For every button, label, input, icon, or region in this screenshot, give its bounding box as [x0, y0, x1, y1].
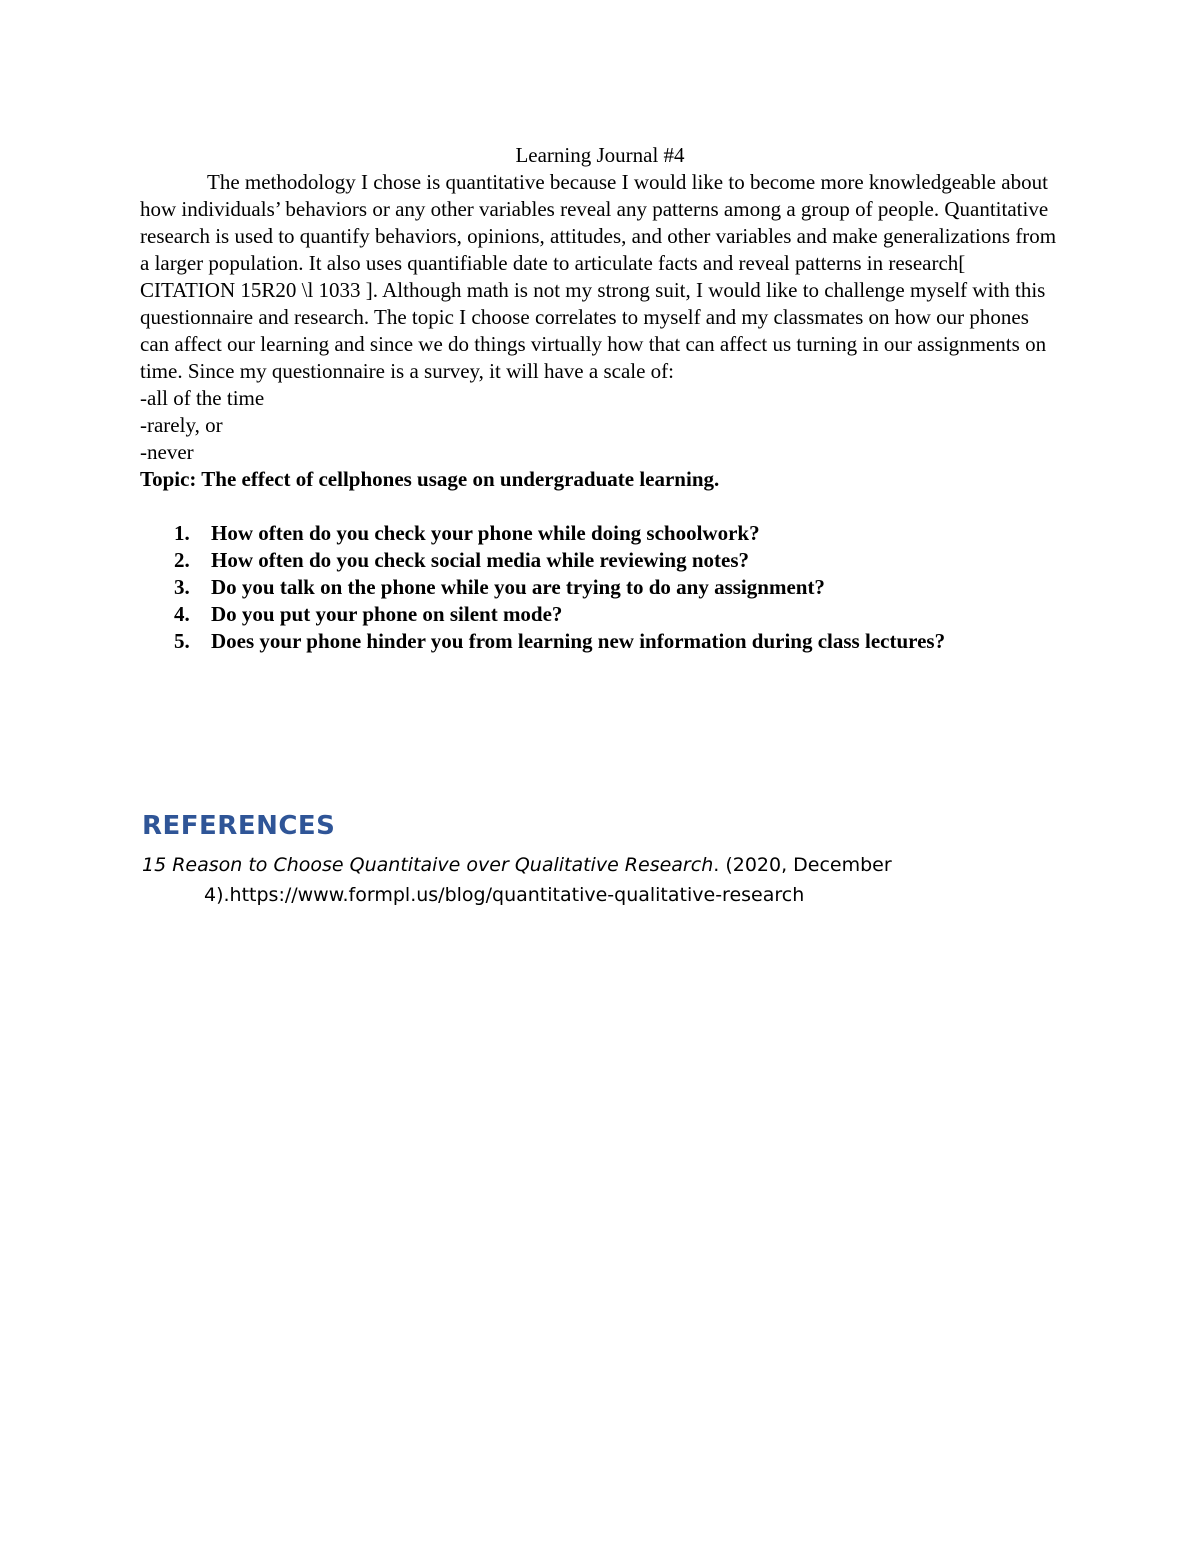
- question-item: [140, 628, 1060, 655]
- question-item: [140, 520, 1060, 547]
- question-text: Do you talk on the phone while you are trying to do any assignment?: [211, 575, 825, 599]
- document-page: [140, 142, 1060, 655]
- question-item: [140, 547, 1060, 574]
- reference-entry: [142, 850, 1062, 910]
- question-number: 3.: [174, 575, 190, 599]
- references-heading: REFERENCES: [142, 811, 336, 841]
- question-number: 2.: [174, 548, 190, 572]
- scale-option: -never: [140, 440, 194, 464]
- question-list: [140, 520, 1060, 655]
- document-title: Learning Journal #4: [515, 143, 685, 167]
- scale-option: -rarely, or: [140, 413, 223, 437]
- question-text: Does your phone hinder you from learning new information during class lectures?: [211, 629, 946, 653]
- methodology-paragraph: The methodology I chose is quantitative because I would like to become more knowledgeable about how individuals’ behaviors or any other variables reveal any patterns among a group of people. Quantitative research is used to quantify behaviors, opinions, attitudes, and other variables and make generalizations from a larger population. It also uses quantifiable date to articulate facts and reveal patterns in research[ CITATION 15R20 \l 1033 ]. Although math is not my strong suit, I would like to challenge myself with this questionnaire and research. The topic I choose correlates to myself and my classmates on how our phones can affect our learning and since we do things virtually how that can affect us turning in our assignments on time. Since my questionnaire is a survey, it will have a scale of:: [140, 170, 1057, 383]
- question-number: 1.: [174, 521, 190, 545]
- topic-line: Topic: The effect of cellphones usage on undergraduate learning.: [140, 467, 720, 491]
- scale-option: -all of the time: [140, 386, 265, 410]
- question-item: [140, 601, 1060, 628]
- question-text: Do you put your phone on silent mode?: [211, 602, 563, 626]
- reference-title: 15 Reason to Choose Quantitaive over Qualitative Research: [142, 854, 714, 876]
- references-section: [142, 808, 1062, 910]
- question-item: [140, 574, 1060, 601]
- question-text: How often do you check your phone while doing schoolwork?: [211, 521, 760, 545]
- reference-details: . (2020, December 4).https://www.formpl.us/blog/quantitative-qualitative-research: [204, 854, 892, 906]
- question-text: How often do you check social media while reviewing notes?: [211, 548, 750, 572]
- question-number: 4.: [174, 602, 190, 626]
- question-number: 5.: [174, 629, 190, 653]
